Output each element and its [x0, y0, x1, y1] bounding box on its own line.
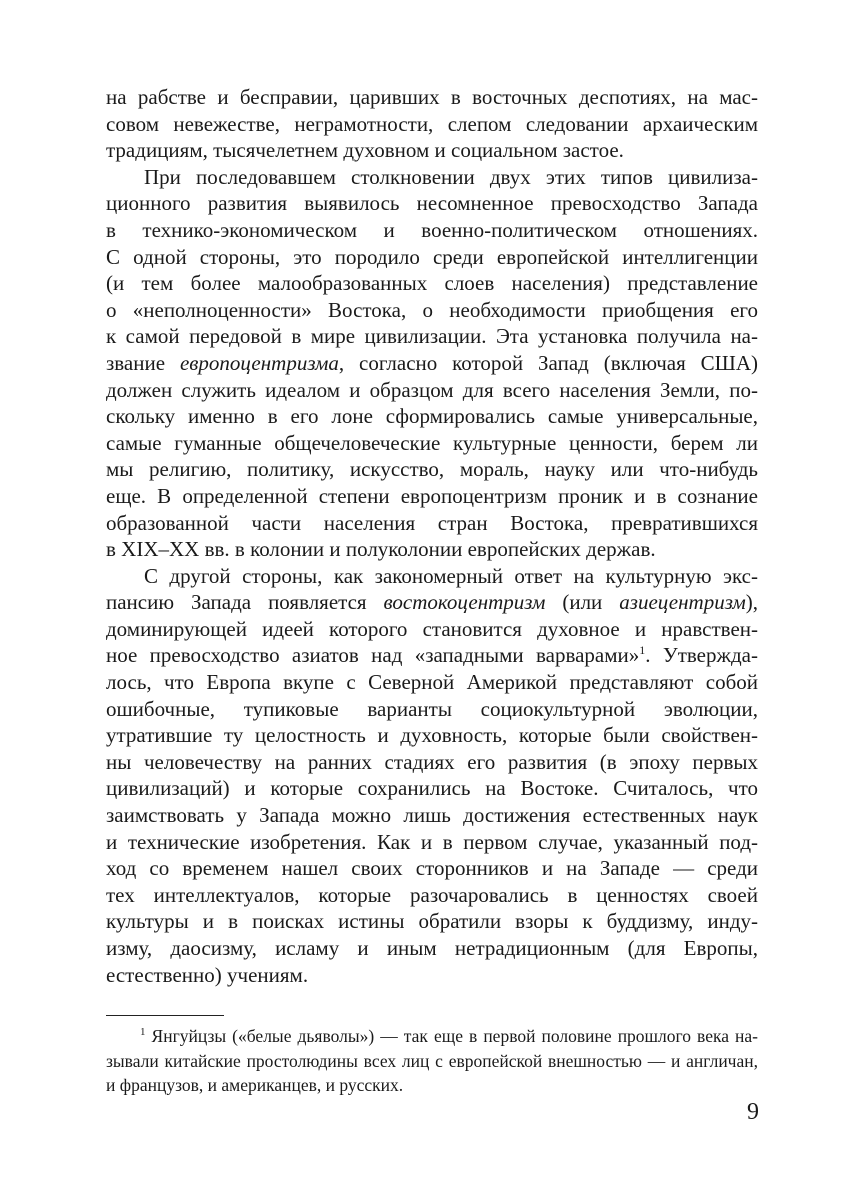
footnote-reference[interactable]: 1	[639, 643, 646, 658]
text-line: утратившие ту целостность и духовность, которые были свойствен-	[106, 723, 758, 748]
text-line: доминирующей идеей которого становится духовное и нравствен-	[106, 616, 758, 641]
text-line: культуры и в поисках истины обратили взоры к буддизму, инду-	[106, 909, 758, 934]
text-line: в технико-экономическом и военно-политическом отношениях.	[106, 217, 758, 242]
page-number: 9	[747, 1099, 759, 1125]
body-text	[106, 84, 758, 988]
text-line: должен служить идеалом и образцом для всего населения Земли, по-	[106, 377, 758, 402]
footnote-divider	[106, 1015, 224, 1016]
text-line: При последовавшем столкновении двух этих типов цивилиза-	[144, 164, 758, 189]
text-line: ход со временем нашел своих сторонников и на Западе — среди	[106, 856, 758, 881]
text-line	[106, 589, 758, 616]
text-line: заимствовать у Запада можно лишь достижения естественных наук	[106, 803, 758, 828]
text-fragment: ное превосходство азиатов над «западными варварами»	[106, 643, 640, 668]
text-fragment: , согласно которой Запад (включая США)	[338, 350, 758, 375]
emphasis-term: азиецентризм	[619, 590, 746, 615]
text-fragment: звание	[106, 350, 180, 375]
text-line: ционного развития выявилось несомненное превосходство Запада	[106, 191, 758, 216]
text-line: еще. В определенной степени европоцентризм проник и в сознание	[106, 483, 758, 508]
text-line: и технические изобретения. Как и в первом случае, указанный под-	[106, 829, 758, 854]
text-line: на рабстве и бесправии, царивших в восточных деспотиях, на мас-	[106, 85, 758, 109]
text-line: о «неполноценности» Востока, о необходимости приобщения его	[106, 297, 758, 322]
text-line: образованной части населения стран Востока, превратившихся	[106, 510, 758, 535]
text-line: естественно) учениям.	[106, 962, 309, 987]
text-line: тех интеллектуалов, которые разочаровались в ценностях своей	[106, 882, 758, 907]
footnotes	[106, 1024, 758, 1098]
text-line: ны человечеству на ранних стадиях его развития (в эпоху первых	[106, 749, 758, 774]
text-line	[106, 642, 758, 669]
text-line: мы религию, политику, искусство, мораль, науку или что-нибудь	[106, 457, 758, 482]
text-line: в XIX–XX вв. в колонии и полуколонии европейских держав.	[106, 537, 656, 562]
footnote-line	[106, 1024, 758, 1049]
text-line: С одной стороны, это породило среди европейской интеллигенции	[106, 244, 758, 269]
footnote-line: и французов, и американцев, и русских.	[106, 1075, 404, 1095]
text-line	[106, 350, 758, 377]
footnote-marker: 1	[140, 1026, 146, 1038]
emphasis-term: европоцентризма	[179, 350, 339, 375]
text-fragment: . Утвержда-	[645, 643, 758, 668]
text-line: изму, даосизму, исламу и иным нетрадиционным (для Европы,	[106, 936, 758, 960]
text-line: ошибочные, тупиковые варианты социокультурной эволюции,	[106, 696, 758, 721]
text-line: самые гуманные общечеловеческие культурные ценности, берем ли	[106, 430, 758, 455]
text-line: лось, что Европа вкупе с Северной Америкой представляют собой	[106, 670, 758, 695]
emphasis-term: востокоцентризм	[383, 590, 546, 615]
text-line: скольку именно в его лоне сформировались самые универсальные,	[106, 404, 758, 429]
text-line: (и тем более малообразованных слоев населения) представление	[106, 271, 758, 296]
text-line: традициям, тысячелетнем духовном и социальном застое.	[106, 138, 624, 163]
footnote-line: зывали китайские простолюдины всех лиц с европейской внешностью — и англичан,	[106, 1050, 758, 1071]
text-line: цивилизаций) и которые сохранились на Востоке. Считалось, что	[106, 776, 758, 801]
text-fragment: пансию Запада появляется	[106, 590, 384, 615]
text-fragment: ),	[745, 590, 759, 615]
text-fragment: (или	[562, 590, 620, 615]
text-line: совом невежестве, неграмотности, слепом следовании архаическим	[106, 111, 758, 136]
text-line: к самой передовой в мире цивилизации. Эта установка получила на-	[106, 324, 758, 349]
text-line: С другой стороны, как закономерный ответ на культурную экс-	[144, 563, 758, 588]
footnote-text: Янгуйцзы («белые дьяволы») — так еще в первой половине прошлого века на-	[145, 1026, 758, 1046]
